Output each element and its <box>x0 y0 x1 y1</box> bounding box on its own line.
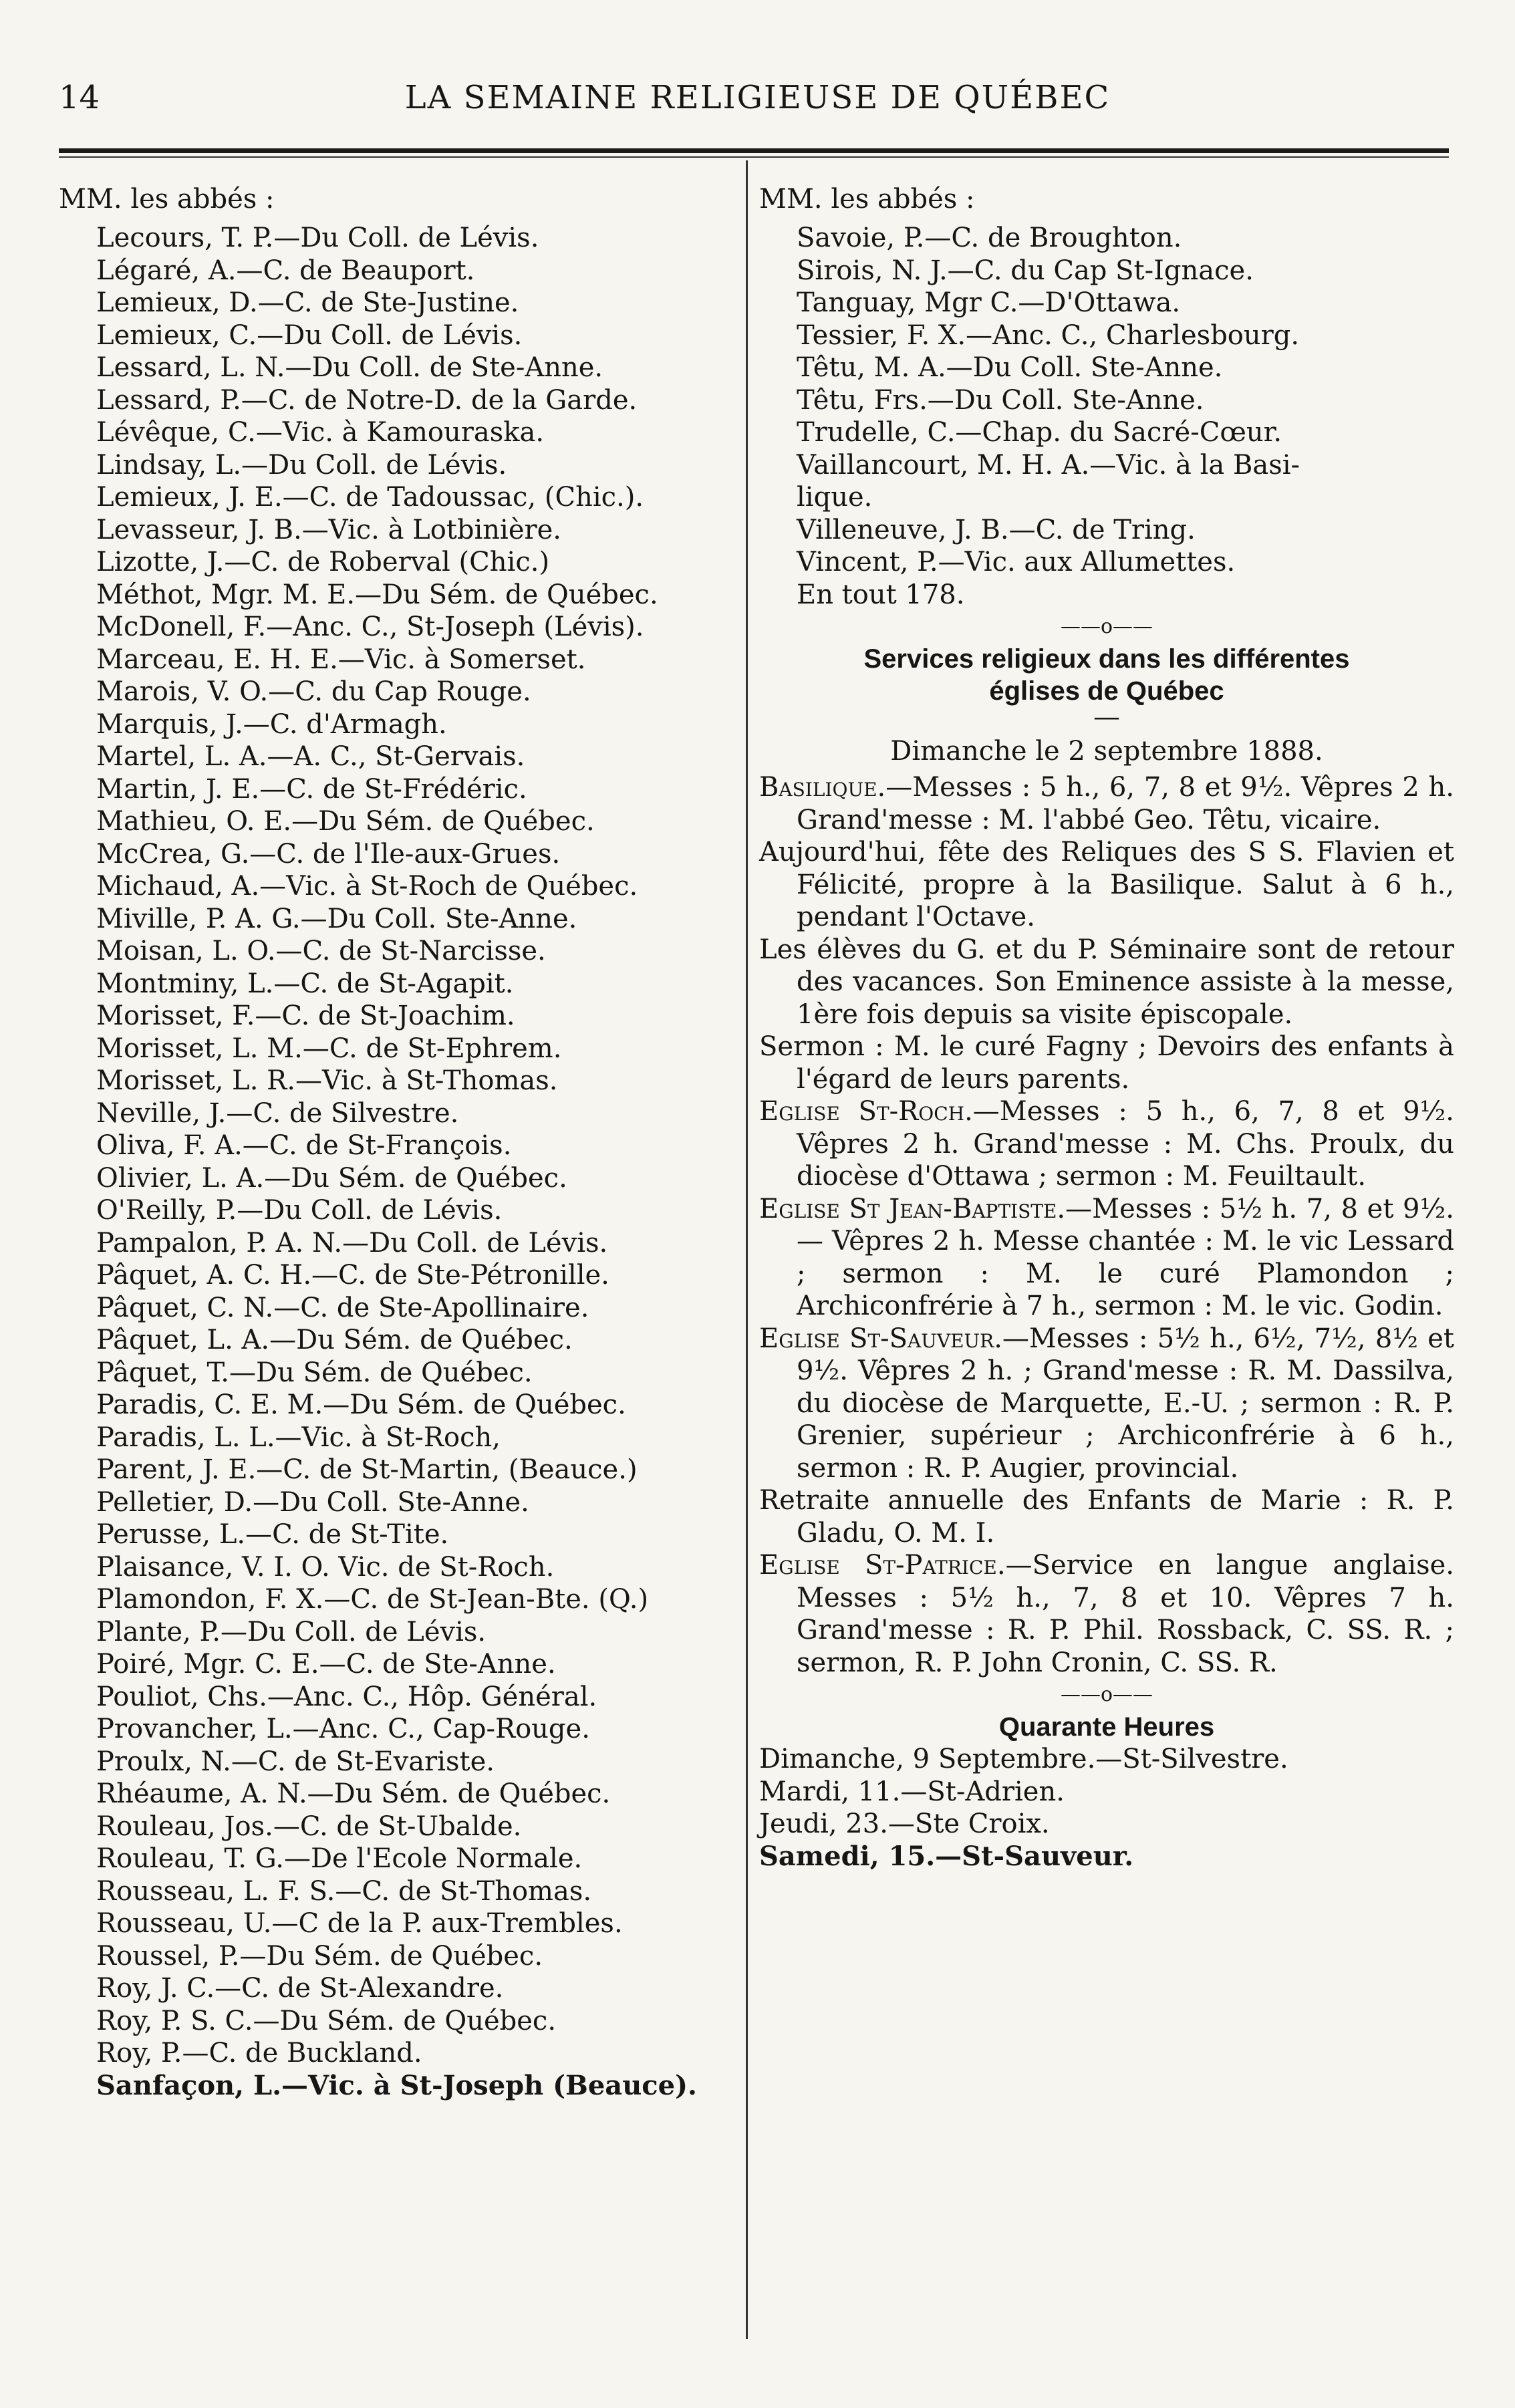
quarante-entry: Samedi, 15.—St-Sauveur. <box>759 1840 1134 1872</box>
clergy-entry: Légaré, A.—C. de Beauport. <box>96 255 475 286</box>
clergy-entry: Miville, P. A. G.—Du Coll. Ste-Anne. <box>96 903 577 934</box>
clergy-entry: Provancher, L.—Anc. C., Cap-Rouge. <box>96 1714 590 1744</box>
service-label: Eglise St-Roch. <box>759 1096 973 1127</box>
clergy-entry: Vaillancourt, M. H. A.—Vic. à la Basi- <box>797 449 1300 481</box>
quarante-heures-title: Quarante Heures <box>998 1712 1215 1742</box>
clergy-entry: Pouliot, Chs.—Anc. C., Hôp. Général. <box>96 1681 597 1712</box>
service-text: —Messes : 5½ h. 7, 8 et 9½. — Vêpres 2 h. Messe chantée : M. le vic Lessard ; sermon : M. le curé Plamondon ; Archiconfrérie à 7 h., sermon : M. le vic. Godin. <box>797 1193 1454 1321</box>
clergy-entry: Levasseur, J. B.—Vic. à Lotbinière. <box>96 514 562 545</box>
clergy-entry: Montminy, L.—C. de St-Agapit. <box>96 968 514 999</box>
service-label: Eglise St-Patrice. <box>759 1550 1006 1581</box>
header-rule-thick <box>59 148 1449 153</box>
clergy-entry: Lindsay, L.—Du Coll. de Lévis. <box>96 449 507 481</box>
service-text: Les élèves du G. et du P. Séminaire sont de retour des vacances. Son Eminence assiste à la messe, 1ère fois depuis sa visite épiscopale. <box>759 934 1454 1030</box>
clergy-entry: Plante, P.—Du Coll. de Lévis. <box>96 1616 487 1647</box>
clergy-entry: Proulx, N.—C. de St-Evariste. <box>96 1746 495 1777</box>
clergy-entry: Roussel, P.—Du Sém. de Québec. <box>96 1940 543 1972</box>
clergy-entry: Pâquet, A. C. H.—C. de Ste-Pétronille. <box>96 1260 609 1291</box>
clergy-entry: Morisset, L. R.—Vic. à St-Thomas. <box>96 1065 558 1096</box>
clergy-entry: Pelletier, D.—Du Coll. Ste-Anne. <box>96 1486 529 1518</box>
clergy-entry: Rousseau, L. F. S.—C. de St-Thomas. <box>96 1875 592 1907</box>
clergy-entry: En tout 178. <box>797 579 965 610</box>
short-dash: — <box>1093 702 1120 732</box>
clergy-entry: Méthot, Mgr. M. E.—Du Sém. de Québec. <box>96 579 658 610</box>
clergy-entry: Villeneuve, J. B.—C. de Tring. <box>797 514 1196 545</box>
clergy-entry: Perusse, L.—C. de St-Tite. <box>96 1519 449 1550</box>
left-column <box>59 182 738 2102</box>
clergy-entry: Tessier, F. X.—Anc. C., Charlesbourg. <box>797 319 1300 351</box>
clergy-entry: Mathieu, O. E.—Du Sém. de Québec. <box>96 806 595 837</box>
clergy-entry: Morisset, L. M.—C. de St-Ephrem. <box>96 1033 562 1064</box>
clergy-entry: Plamondon, F. X.—C. de St-Jean-Bte. (Q.) <box>96 1584 649 1615</box>
services-title-line1: Services religieux dans les différentes <box>863 644 1350 674</box>
clergy-entry: Lecours, T. P.—Du Coll. de Lévis. <box>96 223 539 253</box>
separator-2: ——o—— <box>1060 1683 1153 1706</box>
clergy-entry: Pâquet, L. A.—Du Sém. de Québec. <box>96 1325 573 1355</box>
service-text: —Messes : 5 h., 6, 7, 8 et 9½. Vêpres 2 h. Grand'messe : M. Chs. Proulx, du diocèse d'Ottawa ; sermon : M. Feuiltault. <box>797 1096 1455 1192</box>
left-heading: MM. les abbés : <box>59 184 275 215</box>
clergy-entry: Michaud, A.—Vic. à St-Roch de Québec. <box>96 871 638 902</box>
service-label: Eglise St Jean-Baptiste. <box>759 1193 1066 1224</box>
service-entry <box>759 1484 1454 1549</box>
clergy-entry: Lévêque, C.—Vic. à Kamouraska. <box>96 417 545 448</box>
clergy-entry: Têtu, M. A.—Du Coll. Ste-Anne. <box>797 352 1223 383</box>
service-entry <box>759 836 1454 934</box>
service-text: Retraite annuelle des Enfants de Marie : R. P. Gladu, O. M. I. <box>759 1485 1454 1549</box>
clergy-entry: Pampalon, P. A. N.—Du Coll. de Lévis. <box>96 1227 608 1258</box>
clergy-entry: McCrea, G.—C. de l'Ile-aux-Grues. <box>96 838 561 869</box>
clergy-entry: Lizotte, J.—C. de Roberval (Chic.) <box>96 547 550 577</box>
clergy-entry: Têtu, Frs.—Du Coll. Ste-Anne. <box>797 384 1204 416</box>
service-text: —Service en langue anglaise. Messes : 5½ h., 7, 8 et 10. Vêpres 7 h. Grand'messe : R. P. Phil. Rossback, C. SS. R. ; sermon, R. P. John Cronin, C. SS. R. <box>797 1550 1454 1678</box>
clergy-entry: Martin, J. E.—C. de St-Frédéric. <box>96 773 527 805</box>
right-clergy-list <box>759 222 1454 611</box>
clergy-entry: Sanfaçon, L.—Vic. à St-Joseph (Beauce). <box>96 2069 697 2101</box>
page-title: LA SEMAINE RELIGIEUSE DE QUÉBEC <box>404 79 1111 116</box>
clergy-entry: Poiré, Mgr. C. E.—C. de Ste-Anne. <box>96 1649 556 1680</box>
column-divider <box>746 160 748 2339</box>
service-entry <box>759 1323 1454 1485</box>
clergy-entry: lique. <box>797 482 873 513</box>
clergy-entry: Tanguay, Mgr C.—D'Ottawa. <box>797 287 1181 318</box>
page-header <box>0 79 1515 132</box>
service-entry <box>759 771 1454 836</box>
service-text: —Messes : 5½ h., 6½, 7½, 8½ et 9½. Vêpres 2 h. ; Grand'messe : R. M. Dassilva, du diocèse de Marquette, E.-U. ; sermon : R. P. Grenier, supérieur ; Archiconfrérie à 6 h., sermon : R. P. Augier, provincial. <box>797 1323 1454 1484</box>
left-clergy-list <box>59 222 738 2102</box>
separator: ——o—— <box>1060 615 1153 638</box>
clergy-entry: Marquis, J.—C. d'Armagh. <box>96 708 447 740</box>
quarante-heures-list <box>759 1743 1454 1873</box>
clergy-entry: Rousseau, U.—C de la P. aux-Trembles. <box>96 1908 623 1939</box>
quarante-entry: Jeudi, 23.—Ste Croix. <box>759 1809 1050 1839</box>
clergy-entry: Marois, V. O.—C. du Cap Rouge. <box>96 676 531 707</box>
clergy-entry: Morisset, F.—C. de St-Joachim. <box>96 1000 515 1031</box>
right-heading: MM. les abbés : <box>759 184 975 215</box>
service-entry <box>759 1095 1454 1193</box>
clergy-entry: Vincent, P.—Vic. aux Allumettes. <box>797 547 1236 577</box>
quarante-entry: Mardi, 11.—St-Adrien. <box>759 1776 1065 1807</box>
clergy-entry: Moisan, L. O.—C. de St-Narcisse. <box>96 936 546 966</box>
service-entry <box>759 1031 1454 1095</box>
clergy-entry: Pâquet, C. N.—C. de Ste-Apollinaire. <box>96 1292 589 1323</box>
clergy-entry: Pâquet, T.—Du Sém. de Québec. <box>96 1357 533 1388</box>
services-list <box>759 771 1454 1679</box>
clergy-entry: Olivier, L. A.—Du Sém. de Québec. <box>96 1162 567 1194</box>
clergy-entry: Lemieux, J. E.—C. de Tadoussac, (Chic.). <box>96 482 644 513</box>
clergy-entry: Parent, J. E.—C. de St-Martin, (Beauce.) <box>96 1454 638 1485</box>
clergy-entry: Roy, P.—C. de Buckland. <box>96 2038 422 2068</box>
clergy-entry: Paradis, L. L.—Vic. à St-Roch, <box>96 1422 501 1453</box>
clergy-entry: McDonell, F.—Anc. C., St-Joseph (Lévis). <box>96 612 644 642</box>
clergy-entry: Sirois, N. J.—C. du Cap St-Ignace. <box>797 255 1254 286</box>
clergy-entry: Trudelle, C.—Chap. du Sacré-Cœur. <box>797 417 1282 448</box>
service-entry <box>759 1193 1454 1323</box>
clergy-entry: Lessard, L. N.—Du Coll. de Ste-Anne. <box>96 352 603 383</box>
service-label: Eglise St-Sauveur. <box>759 1323 1002 1354</box>
quarante-entry: Dimanche, 9 Septembre.—St-Silvestre. <box>759 1744 1288 1774</box>
service-text: Sermon : M. le curé Fagny ; Devoirs des enfants à l'égard de leurs parents. <box>759 1031 1454 1095</box>
services-title-line2: églises de Québec <box>989 676 1224 706</box>
service-entry <box>759 1549 1454 1679</box>
service-text: Aujourd'hui, fête des Reliques des S S. Flavien et Félicité, propre à la Basilique. Salut à 6 h., pendant l'Octave. <box>759 837 1454 932</box>
clergy-entry: Roy, P. S. C.—Du Sém. de Québec. <box>96 2005 557 2036</box>
service-entry <box>759 934 1454 1031</box>
service-label: Basilique. <box>759 772 886 803</box>
page-number: 14 <box>59 79 100 116</box>
clergy-entry: Neville, J.—C. de Silvestre. <box>96 1097 459 1129</box>
clergy-entry: Lessard, P.—C. de Notre-D. de la Garde. <box>96 384 638 416</box>
clergy-entry: Martel, L. A.—A. C., St-Gervais. <box>96 741 525 772</box>
clergy-entry: Rhéaume, A. N.—Du Sém. de Québec. <box>96 1778 611 1809</box>
clergy-entry: Paradis, C. E. M.—Du Sém. de Québec. <box>96 1389 626 1420</box>
right-column <box>759 182 1454 1873</box>
clergy-entry: Lemieux, D.—C. de Ste-Justine. <box>96 287 519 318</box>
clergy-entry: Lemieux, C.—Du Coll. de Lévis. <box>96 319 523 351</box>
clergy-entry: O'Reilly, P.—Du Coll. de Lévis. <box>96 1195 503 1226</box>
header-rule-thin <box>59 156 1449 158</box>
clergy-entry: Savoie, P.—C. de Broughton. <box>797 223 1182 253</box>
services-date: Dimanche le 2 septembre 1888. <box>890 736 1323 767</box>
clergy-entry: Rouleau, T. G.—De l'Ecole Normale. <box>96 1843 583 1874</box>
clergy-entry: Roy, J. C.—C. de St-Alexandre. <box>96 1973 504 2004</box>
clergy-entry: Marceau, E. H. E.—Vic. à Somerset. <box>96 644 586 675</box>
clergy-entry: Rouleau, Jos.—C. de St-Ubalde. <box>96 1811 522 1842</box>
service-text: —Messes : 5 h., 6, 7, 8 et 9½. Vêpres 2 h. Grand'messe : M. l'abbé Geo. Têtu, vicaire. <box>797 772 1454 835</box>
clergy-entry: Oliva, F. A.—C. de St-François. <box>96 1130 512 1161</box>
clergy-entry: Plaisance, V. I. O. Vic. de St-Roch. <box>96 1551 555 1583</box>
